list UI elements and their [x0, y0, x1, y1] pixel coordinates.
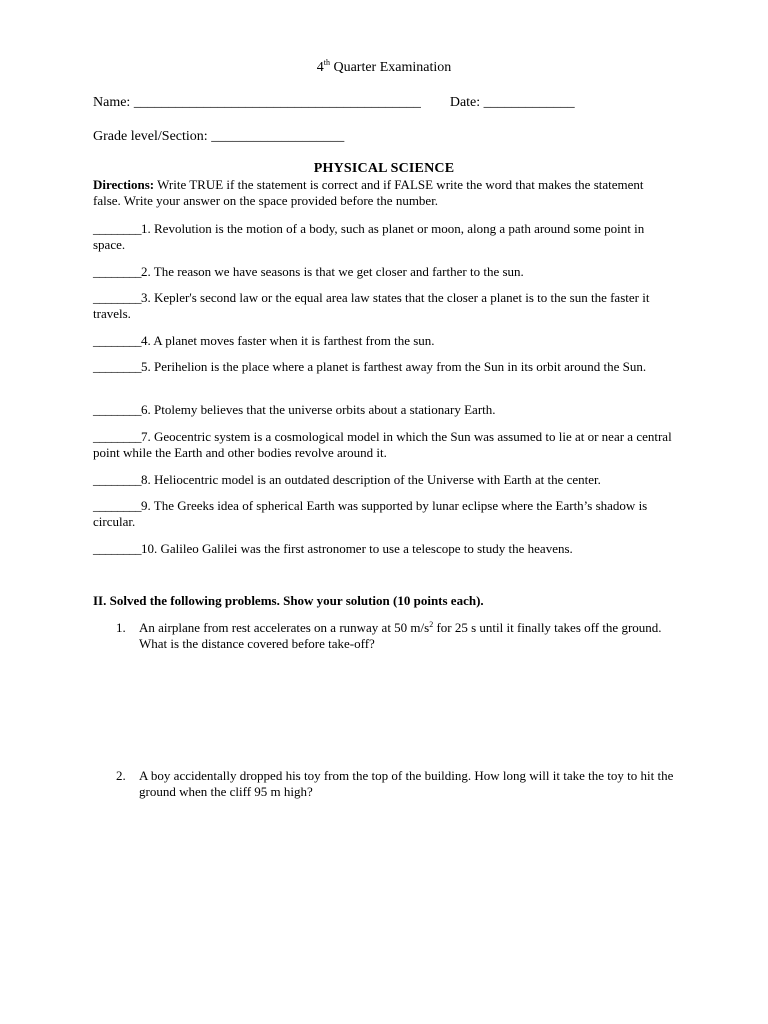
- question-7: [93, 429, 673, 461]
- answer-blank: ________: [93, 498, 141, 513]
- answer-blank: ________: [93, 359, 141, 374]
- question-text: 1. Revolution is the motion of a body, such as planet or moon, along a path around some point in space.: [93, 221, 645, 252]
- question-5: [93, 359, 673, 375]
- name-label: Name:: [93, 95, 134, 110]
- question-text: 10. Galileo Galilei was the first astronomer to use a telescope to study the heavens.: [141, 541, 573, 556]
- question-2: [93, 264, 673, 280]
- question-10: [93, 541, 673, 557]
- question-text: 7. Geocentric system is a cosmological model in which the Sun was assumed to lie at or near a central point while the Earth and other bodies revolve around it.: [93, 429, 672, 460]
- question-9: [93, 498, 673, 530]
- grade-label: Grade level/Section:: [93, 129, 212, 144]
- subject-heading: PHYSICAL SCIENCE: [313, 161, 455, 176]
- date-label: Date:: [449, 95, 484, 110]
- question-8: [93, 472, 673, 488]
- title-number: 4: [316, 60, 324, 75]
- answer-blank: ________: [93, 472, 141, 487]
- problem-1-number: 1.: [116, 620, 126, 635]
- question-text: 3. Kepler's second law or the equal area law states that the closer a planet is to the sun the faster it travels.: [93, 290, 650, 321]
- grade-blank: ___________________: [211, 129, 345, 144]
- answer-blank: ________: [93, 290, 141, 305]
- question-4: [93, 333, 673, 349]
- question-text: 8. Heliocentric model is an outdated description of the Universe with Earth at the center.: [141, 472, 601, 487]
- answer-blank: ________: [93, 264, 141, 279]
- directions-text: Write TRUE if the statement is correct and if FALSE write the word that makes the statement false. Write your answer on the space provided before the number.: [93, 177, 644, 208]
- section-2-heading: II. Solved the following problems. Show your solution (10 points each).: [93, 593, 484, 608]
- answer-blank: ________: [93, 402, 141, 417]
- answer-blank: ________: [93, 221, 141, 236]
- title-rest: Quarter Examination: [329, 60, 452, 75]
- problem-1-superscript: 2: [429, 620, 434, 629]
- answer-blank: ________: [93, 333, 141, 348]
- question-text: 2. The reason we have seasons is that we get closer and farther to the sun.: [141, 264, 524, 279]
- answer-blank: ________: [93, 541, 141, 556]
- problem-2-text-before: A boy accidentally dropped his toy from the top of the building. How long will it take the toy to hit the ground when the cliff 95 m high?: [139, 768, 674, 799]
- answer-blank: ________: [93, 429, 141, 444]
- problem-1-text-before: An airplane from rest accelerates on a runway at 50 m/s: [139, 620, 430, 635]
- problem-1-text: [139, 620, 679, 652]
- problem-2-text: [139, 768, 679, 800]
- name-date-row: [93, 95, 575, 111]
- directions: [93, 177, 673, 209]
- question-text: 9. The Greeks idea of spherical Earth was supported by lunar eclipse where the Earth’s shadow is circular.: [93, 498, 648, 529]
- directions-label: Directions:: [93, 177, 155, 192]
- question-text: 5. Perihelion is the place where a planet is farthest away from the Sun in its orbit around the Sun.: [141, 359, 647, 374]
- question-3: [93, 290, 673, 322]
- date-blank: _____________: [483, 95, 575, 110]
- problem-1-text-after: for 25 s until it finally takes off the ground. What is the distance covered before take-off?: [139, 620, 662, 651]
- exam-title: [0, 60, 768, 76]
- title-superscript: th: [323, 58, 330, 67]
- problem-2-number: 2.: [116, 768, 126, 783]
- name-blank: _________________________________________: [133, 95, 421, 110]
- question-6: [93, 402, 673, 418]
- grade-section-row: [93, 129, 344, 145]
- question-1: [93, 221, 673, 253]
- question-text: 6. Ptolemy believes that the universe orbits about a stationary Earth.: [141, 402, 496, 417]
- question-text: 4. A planet moves faster when it is farthest from the sun.: [141, 333, 435, 348]
